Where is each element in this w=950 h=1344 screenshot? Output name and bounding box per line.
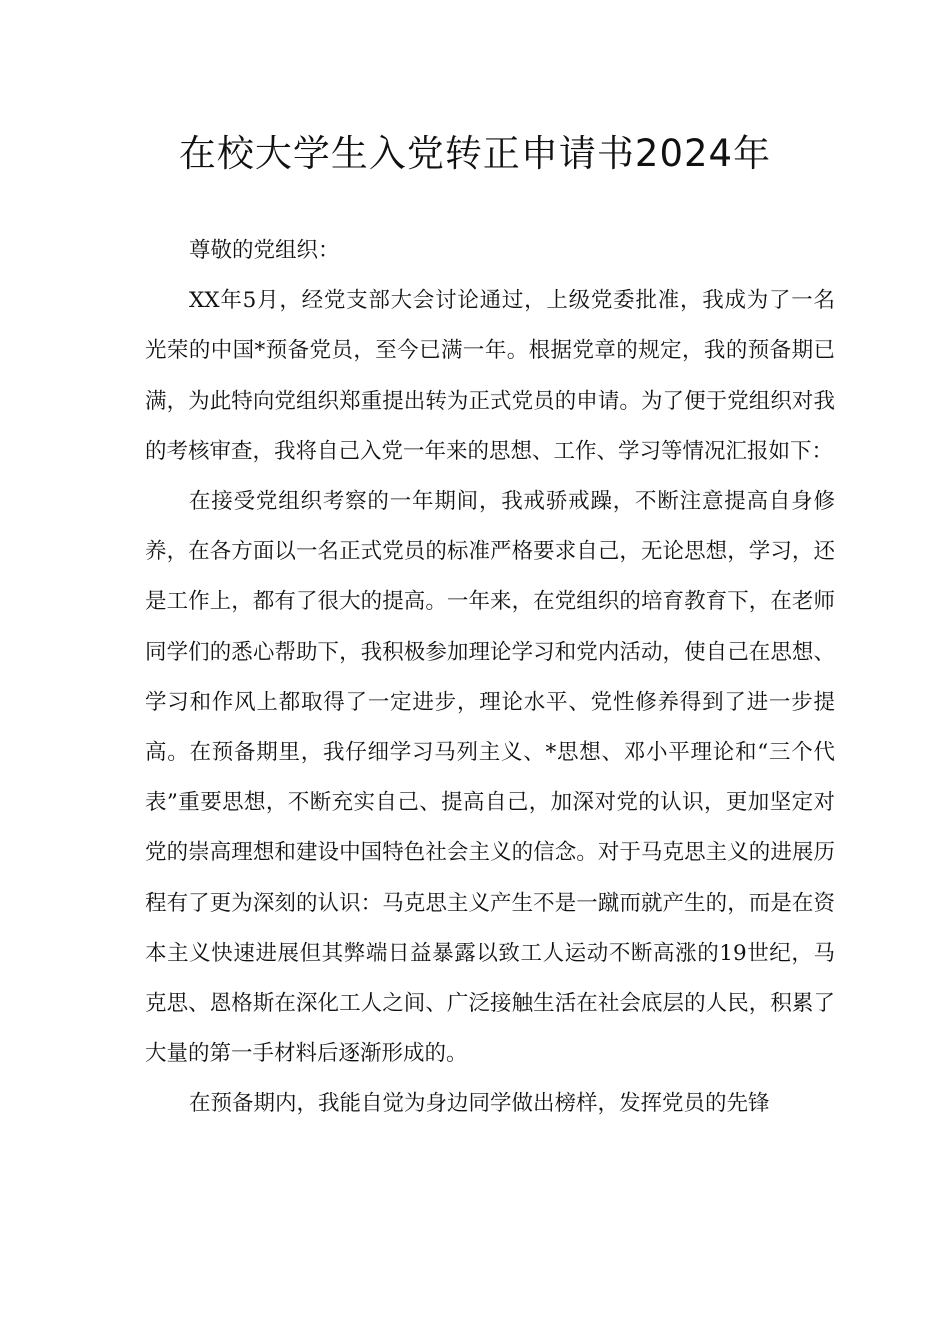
paragraph-2: 在接受党组织考察的一年期间，我戒骄戒躁，不断注意提高自身修养，在各方面以一名正式党员的标准严格要求自己，无论思想，学习，还是工作上，都有了很大的提高。一年来，在党组织的培育教育下，在老师同学们的悉心帮助下，我积极参加理论学习和党内活动，使自己在思想、学习和作风上都取得了一定进步，理论水平、党性修养得到了进一步提高。在预备期里，我仔细学习马列主义、*思想、邓小平理论和“三个代表”重要思想，不断充实自己、提高自己，加深对党的认识，更加坚定对党的崇高理想和建设中国特色社会主义的信念。对于马克思主义的进展历程有了更为深刻的认识：马克思主义产生不是一蹴而就产生的，而是在资本主义快速进展但其弊端日益暴露以致工人运动不断高涨的19世纪，马克思、恩格斯在深化工人之间、广泛接触生活在社会底层的人民，积累了大量的第一手材料后逐渐形成的。 xyxy=(145,489,835,1067)
document-title: 在校大学生入党转正申请书2024年 xyxy=(178,132,772,175)
document-body xyxy=(145,226,835,1130)
paragraph-3: 在预备期内，我能自觉为身边同学做出榜样，发挥党员的先锋 xyxy=(189,1091,770,1117)
greeting: 尊敬的党组织： xyxy=(189,238,340,263)
paragraph-1: XX年5月，经党支部大会讨论通过，上级党委批准，我成为了一名光荣的中国*预备党员，至今已满一年。根据党章的规定，我的预备期已满，为此特向党组织郑重提出转为正式党员的申请。为了便于党组织对我的考核审查，我将自己入党一年来的思想、工作、学习等情况汇报如下： xyxy=(145,288,835,464)
